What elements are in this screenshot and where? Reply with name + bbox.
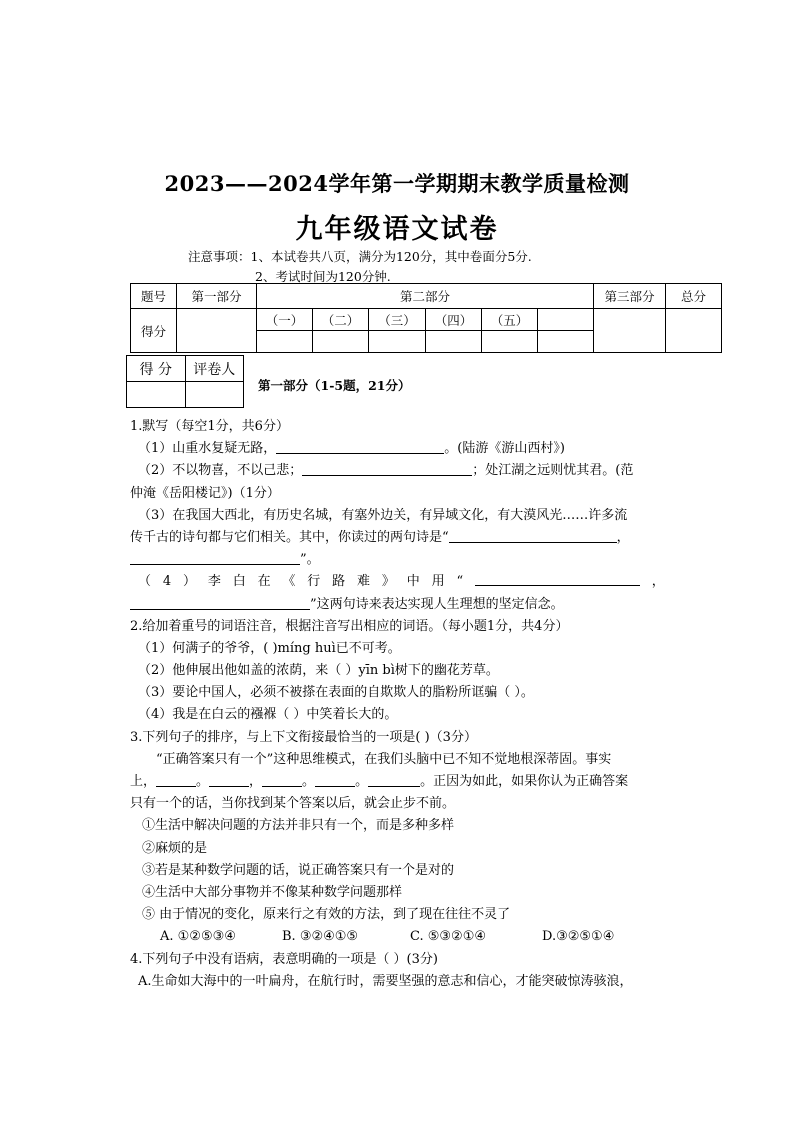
q3-item-2: ②麻烦的是 (142, 840, 208, 856)
cell-sub1-score[interactable] (257, 331, 313, 353)
header-part3: 第三部分 (594, 284, 666, 309)
sub-header-1: （一） (257, 309, 313, 331)
q3-blank-2[interactable] (209, 772, 249, 787)
header-tihao: 题号 (131, 284, 177, 309)
q3-item-4: ④生活中大部分事物并不像某种数学问题那样 (142, 884, 403, 900)
note-line-2: 2、考试时间为120分钟. (255, 269, 391, 284)
q3-p2: 上， 。 ， 。 。 。正因为如此，如果你认为正确答案 (130, 774, 629, 789)
grader-score-label: 得 分 (127, 356, 186, 382)
cell-total-score[interactable] (666, 309, 722, 353)
questions (130, 416, 665, 993)
cell-sub5-score[interactable] (482, 331, 538, 353)
q3-item-3: ③若是某种数学问题的话，说正确答案只有一个是对的 (142, 862, 455, 878)
q1-s2-cont: 仲淹《岳阳楼记》)（1分） (130, 485, 280, 501)
q1-s4-cont: ”这两句诗来表达实现人生理想的坚定信念。 (130, 594, 665, 616)
q3-item-1: ①生活中解决问题的方法并非只有一个，而是多种多样 (142, 818, 455, 834)
q1-s2-blank[interactable] (302, 461, 472, 476)
q3-option-b[interactable]: B. ③②④①⑤ (282, 929, 359, 945)
q1-title: 1.默写（每空1分，共6分） (130, 419, 289, 434)
q3-blank-4[interactable] (315, 772, 355, 787)
sub-header-2: （二） (313, 309, 369, 331)
q3-options (130, 926, 665, 948)
sub-header-5: （五） (482, 309, 538, 331)
q1-s3: （3）在我国大西北，有历史名城，有塞外边关，有异域文化，有大漠风光……许多流 (138, 507, 628, 523)
sub-header-4: （四） (426, 309, 482, 331)
q1-s2: （2）不以物喜，不以己悲； ；处江湖之远则忧其君。(范 (138, 463, 634, 479)
exam-title: 2023——2024学年第一学期期末教学质量检测 (164, 171, 630, 196)
q1-s1-blank[interactable] (276, 439, 444, 454)
header-part2: 第二部分 (257, 284, 594, 309)
q4-title: 4.下列句子中没有语病，表意明确的一项是（ ）(3分) (130, 951, 438, 967)
cell-part1-score[interactable] (177, 309, 257, 353)
q2-title: 2.给加着重号的词语注音，根据注音写出相应的词语。（每小题1分，共4分） (130, 618, 569, 634)
q4-option-a[interactable]: A.生命如大海中的一叶扁舟，在航行时，需要坚强的意志和信心，才能突破惊涛骇浪， (138, 973, 633, 989)
q1-s3-blank-1[interactable] (449, 528, 617, 543)
q1-s1: （1）山重水复疑无路， 。(陆游《游山西村》) (138, 441, 565, 457)
q1-s4: （ 4 ） 李 白 在 《 行 路 难 》 中 用 “ ， (130, 571, 665, 593)
header-total: 总分 (666, 284, 722, 309)
q2-s2: （2）他伸展出他如盖的浓荫，来（ ）yīn bì树下的幽花芳草。 (138, 663, 499, 679)
q2-s3: （3）要论中国人，必须不被搽在表面的自欺欺人的脂粉所诓骗（ ）。 (138, 685, 534, 701)
cell-sub3-score[interactable] (369, 331, 426, 353)
q3-blank-5[interactable] (368, 772, 420, 787)
q3-p1: “正确答案只有一个”这种思维模式，在我们头脑中已不知不觉地根深蒂固。事实 (156, 751, 612, 767)
part1-heading: 第一部分（1-5题，21分） (258, 378, 411, 393)
q3-p3: 只有一个的话，当你找到某个答案以后，就会止步不前。 (130, 796, 456, 812)
exam-notes (188, 247, 532, 287)
q3-blank-3[interactable] (262, 772, 302, 787)
sub-header-blank (538, 309, 594, 331)
q3-item-5: ⑤ 由于情况的变化，原来行之有效的方法，到了现在往往不灵了 (142, 907, 511, 923)
q2-s4: （4）我是在白云的襁褓（ ）中笑着长大的。 (138, 707, 398, 723)
grader-table (126, 355, 244, 408)
q3-title: 3.下列句子的排序，与上下文衔接最恰当的一项是( )（3分） (130, 729, 477, 745)
q1-s3-cont2: ”。 (130, 549, 665, 571)
cell-part3-score[interactable] (594, 309, 666, 353)
sub-header-3: （三） (369, 309, 426, 331)
q3-option-c[interactable]: C. ⑤③②①④ (410, 929, 487, 945)
cell-sub2-score[interactable] (313, 331, 369, 353)
q2-s1: （1）何满子的爷爷，( )míng huì已不可考。 (138, 640, 401, 656)
header-part1: 第一部分 (177, 284, 257, 309)
q3-option-a[interactable]: A. ①②⑤③④ (160, 929, 236, 945)
exam-subtitle: 九年级语文试卷 (295, 214, 499, 245)
q3-blank-1[interactable] (156, 772, 196, 787)
score-table (130, 283, 722, 353)
q1-s3-cont: 传千古的诗句都与它们相关。其中，你读过的两句诗是“ ， (130, 529, 630, 545)
cell-sub4-score[interactable] (426, 331, 482, 353)
grader-name-cell[interactable] (185, 382, 244, 408)
q1-s3-blank-2[interactable] (130, 550, 300, 565)
q1-s4-blank-2[interactable] (130, 595, 310, 610)
grader-score-cell[interactable] (127, 382, 186, 408)
row-defen: 得分 (131, 309, 177, 353)
note-line-1: 注意事项：1、本试卷共八页，满分为120分，其中卷面分5分. (188, 249, 532, 264)
q1-s4-blank-1[interactable] (475, 571, 640, 586)
q3-option-d[interactable]: D.③②⑤①④ (542, 929, 615, 945)
cell-sub6-score[interactable] (538, 331, 594, 353)
grader-name-label: 评卷人 (185, 356, 244, 382)
